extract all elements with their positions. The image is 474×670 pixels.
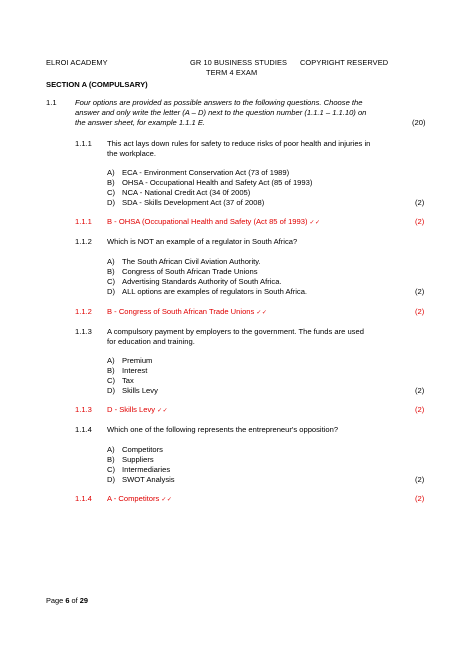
option-letter: A) (107, 445, 115, 454)
question-marks: (2) (415, 386, 425, 395)
tick-marks-icon: ✓✓ (157, 408, 169, 414)
question-text-line-1: A compulsory payment by employers to the government. The funds are used (107, 327, 364, 336)
option-letter: D) (107, 386, 116, 395)
question-number: 1.1.1 (75, 139, 92, 148)
option-text: Intermediaries (122, 465, 171, 474)
exam-name: TERM 4 EXAM (206, 68, 258, 77)
answer-text: A - Competitors ✓✓ (107, 494, 173, 503)
option-letter: C) (107, 277, 116, 286)
option-letter: D) (107, 287, 116, 296)
question-text-line-1: This act lays down rules for safety to reduce risks of poor health and injuries in (107, 139, 371, 148)
answer-text: D - Skills Levy ✓✓ (107, 405, 169, 414)
answer-marks: (2) (415, 405, 425, 414)
answer-marks: (2) (415, 494, 425, 503)
question-number-1-1: 1.1 (46, 98, 57, 107)
school-name: ELROI ACADEMY (46, 58, 108, 67)
tick-marks-icon: ✓✓ (256, 310, 268, 316)
option-letter: C) (107, 376, 116, 385)
page-number: 6 (65, 596, 70, 605)
option-text: The South African Civil Aviation Authority. (122, 257, 261, 266)
option-text: SWOT Analysis (122, 475, 175, 484)
question-text-line-1: Which one of the following represents the entrepreneur's opposition? (107, 425, 339, 434)
total-pages: 29 (79, 596, 88, 605)
instruction-line-1: Four options are provided as possible answers to the following questions. Choose the (75, 98, 363, 107)
question-marks: (2) (415, 287, 425, 296)
option-letter: B) (107, 178, 115, 187)
instruction-line-3: the answer sheet, for example 1.1.1 E. (75, 118, 206, 127)
section-title: SECTION A (COMPULSARY) (46, 80, 148, 89)
option-letter: B) (107, 267, 115, 276)
option-letter: A) (107, 356, 115, 365)
copyright-notice: COPYRIGHT RESERVED (300, 58, 389, 67)
option-text: Premium (122, 356, 153, 365)
option-text: NCA - National Credit Act (34 0f 2005) (122, 188, 251, 197)
option-letter: D) (107, 198, 116, 207)
answer-text: B - Congress of South African Trade Unions ✓✓ (107, 307, 268, 316)
option-text: Suppliers (122, 455, 154, 464)
option-letter: A) (107, 168, 115, 177)
option-letter: A) (107, 257, 115, 266)
option-text: Tax (122, 376, 134, 385)
option-letter: C) (107, 188, 116, 197)
answer-number: 1.1.2 (75, 307, 92, 316)
question-text-line-2: the workplace. (107, 149, 156, 158)
option-text: Advertising Standards Authority of South Africa. (122, 277, 282, 286)
subject-title: GR 10 BUSINESS STUDIES (190, 58, 288, 67)
page-footer: Page 6 of 29 (46, 596, 88, 605)
option-text: Interest (122, 366, 148, 375)
tick-marks-icon: ✓✓ (161, 497, 173, 503)
tick-marks-icon: ✓✓ (309, 220, 321, 226)
answer-number: 1.1.3 (75, 405, 92, 414)
option-letter: C) (107, 465, 116, 474)
question-number: 1.1.4 (75, 425, 92, 434)
option-text: Congress of South African Trade Unions (122, 267, 258, 276)
answer-number: 1.1.4 (75, 494, 92, 503)
option-text: Competitors (122, 445, 163, 454)
instruction-line-2: answer and only write the letter (A – D) next to the question number (1.1.1 – 1.1.10) on (75, 108, 367, 117)
option-letter: B) (107, 366, 115, 375)
option-text: OHSA - Occupational Health and Safety Act (85 of 1993) (122, 178, 313, 187)
question-marks: (2) (415, 198, 425, 207)
question-text-line-1: Which is NOT an example of a regulator in South Africa? (107, 237, 298, 246)
option-letter: D) (107, 475, 116, 484)
option-text: SDA - Skills Development Act (37 of 2008) (122, 198, 265, 207)
question-text-line-2: for education and training. (107, 337, 195, 346)
answer-marks: (2) (415, 217, 425, 226)
question-number: 1.1.3 (75, 327, 92, 336)
option-text: ECA - Environment Conservation Act (73 of 1989) (122, 168, 290, 177)
option-letter: B) (107, 455, 115, 464)
option-text: Skills Levy (122, 386, 158, 395)
answer-number: 1.1.1 (75, 217, 92, 226)
option-text: ALL options are examples of regulators in South Africa. (122, 287, 308, 296)
question-marks: (2) (415, 475, 425, 484)
answer-marks: (2) (415, 307, 425, 316)
answer-text: B - OHSA (Occupational Health and Safety (Act 85 of 1993) ✓✓ (107, 217, 321, 226)
question-number: 1.1.2 (75, 237, 92, 246)
total-marks: (20) (412, 118, 426, 127)
